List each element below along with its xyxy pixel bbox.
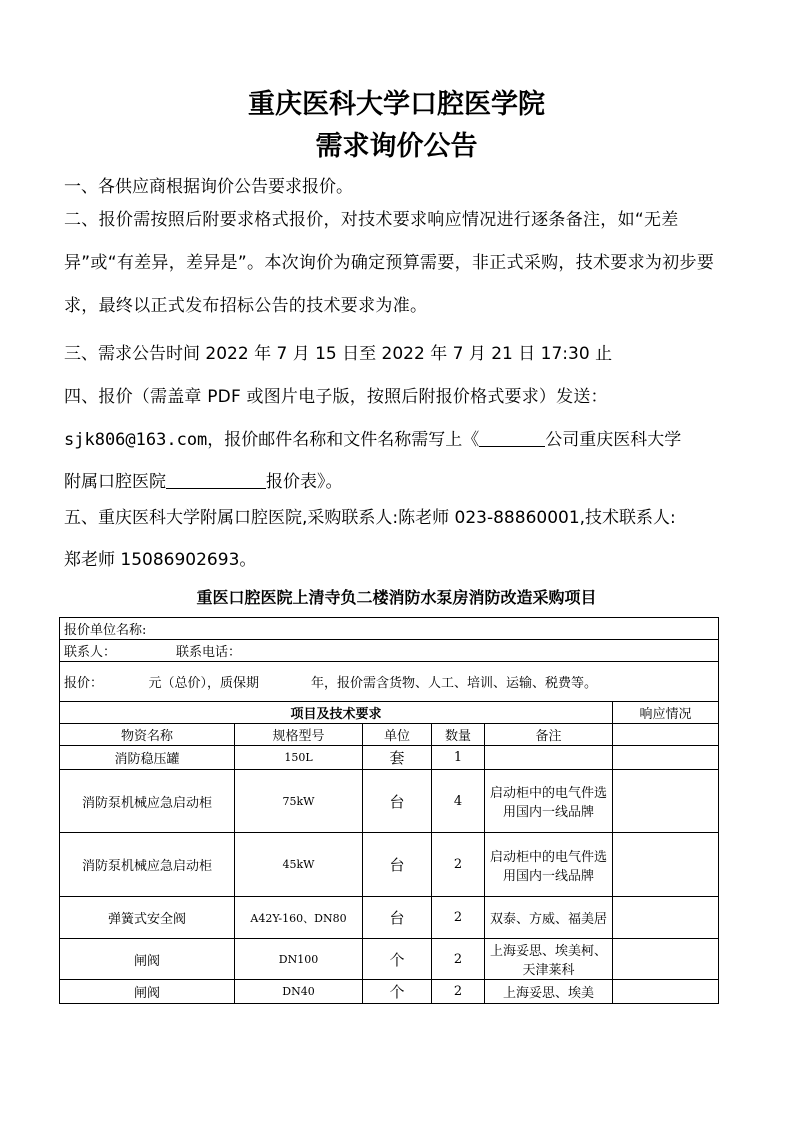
table-row [60, 980, 719, 1004]
item-note: 启动柜中的电气件选用国内一线品牌 [485, 770, 613, 833]
response-cell[interactable] [613, 746, 719, 770]
item-4-text-hospital: 附属口腔医院 [64, 472, 166, 492]
table-row [60, 897, 719, 939]
response-header: 响应情况 [613, 702, 719, 724]
item-spec: DN100 [235, 939, 363, 980]
item-3: 三、需求公告时间 2022 年 7 月 15 日至 2022 年 7 月 21 日 17:30 止 [64, 344, 613, 364]
item-qty: 1 [432, 746, 485, 770]
blank-underline [479, 429, 545, 447]
quote-unit-field[interactable]: 报价单位名称: [60, 618, 719, 640]
table-row [60, 746, 719, 770]
phone-label: 联系电话： [176, 645, 242, 660]
page-subtitle: 需求询价公告 [315, 131, 478, 162]
page-title: 重庆医科大学口腔医学院 [248, 89, 545, 120]
response-cell[interactable] [613, 939, 719, 980]
item-4-line-2 [64, 425, 681, 450]
item-spec: A42Y-160、DN80 [235, 897, 363, 939]
response-cell[interactable] [613, 724, 719, 746]
item-name: 闸阀 [60, 980, 235, 1004]
item-name: 消防泵机械应急启动柜 [60, 770, 235, 833]
table-row [60, 939, 719, 980]
col-header-unit: 单位 [363, 724, 432, 746]
response-cell[interactable] [613, 770, 719, 833]
response-cell[interactable] [613, 980, 719, 1004]
col-header-note: 备注 [485, 724, 613, 746]
item-4-line-3 [64, 467, 343, 492]
item-unit: 台 [363, 770, 432, 833]
item-1: 一、各供应商根据询价公告要求报价。 [64, 177, 353, 197]
section-header: 项目及技术要求 [60, 702, 613, 724]
item-4-text-form: 报价表》。 [266, 472, 343, 492]
quote-table [59, 617, 719, 1004]
col-header-qty: 数量 [432, 724, 485, 746]
contact-field[interactable] [60, 640, 719, 662]
item-spec: 75kW [235, 770, 363, 833]
item-4-line-1: 四、报价（需盖章 PDF 或图片电子版，按照后附报价格式要求）发送： [64, 387, 608, 407]
item-name: 消防稳压罐 [60, 746, 235, 770]
table-title: 重医口腔医院上清寺负二楼消防水泵房消防改造采购项目 [196, 588, 597, 607]
item-2: 二、报价需按照后附要求格式报价，对技术要求响应情况进行逐条备注，如“无差异”或“有差异，差异是”。本次询价为确定预算需要，非正式采购，技术要求为初步要求，最终以正式发布招标公告的技术要求为准。 [64, 210, 715, 316]
item-5-line-2: 郑老师 15086902693。 [64, 550, 257, 570]
item-name: 闸阀 [60, 939, 235, 980]
item-note: 上海妥思、埃美 [485, 980, 613, 1004]
email-address[interactable]: sjk806@163.com [64, 430, 208, 450]
blank-underline [166, 471, 266, 489]
item-note: 上海妥思、埃美柯、天津莱科 [485, 939, 613, 980]
item-name: 弹簧式安全阀 [60, 897, 235, 939]
item-unit: 个 [363, 939, 432, 980]
item-qty: 2 [432, 897, 485, 939]
col-header-name: 物资名称 [60, 724, 235, 746]
item-qty: 2 [432, 833, 485, 897]
item-note: 启动柜中的电气件选用国内一线品牌 [485, 833, 613, 897]
item-note [485, 746, 613, 770]
item-note: 双泰、方威、福美居 [485, 897, 613, 939]
table-row [60, 770, 719, 833]
item-5-line-1: 五、重庆医科大学附属口腔医院,采购联系人:陈老师 023-88860001,技术联系人: [64, 508, 676, 528]
col-header-spec: 规格型号 [235, 724, 363, 746]
table-row [60, 833, 719, 897]
contact-label: 联系人： [64, 645, 117, 660]
item-qty: 4 [432, 770, 485, 833]
response-cell[interactable] [613, 897, 719, 939]
price-field[interactable]: 报价： 元（总价），质保期 年，报价需含货物、人工、培训、运输、税费等。 [60, 662, 719, 702]
response-cell[interactable] [613, 833, 719, 897]
item-spec: DN40 [235, 980, 363, 1004]
item-4-text: ，报价邮件名称和文件名称需写上《 [207, 430, 480, 450]
item-spec: 150L [235, 746, 363, 770]
item-4-text-end: 公司重庆医科大学 [545, 430, 682, 450]
item-spec: 45kW [235, 833, 363, 897]
item-unit: 台 [363, 897, 432, 939]
item-qty: 2 [432, 980, 485, 1004]
item-name: 消防泵机械应急启动柜 [60, 833, 235, 897]
item-qty: 2 [432, 939, 485, 980]
item-unit: 套 [363, 746, 432, 770]
item-unit: 个 [363, 980, 432, 1004]
item-unit: 台 [363, 833, 432, 897]
